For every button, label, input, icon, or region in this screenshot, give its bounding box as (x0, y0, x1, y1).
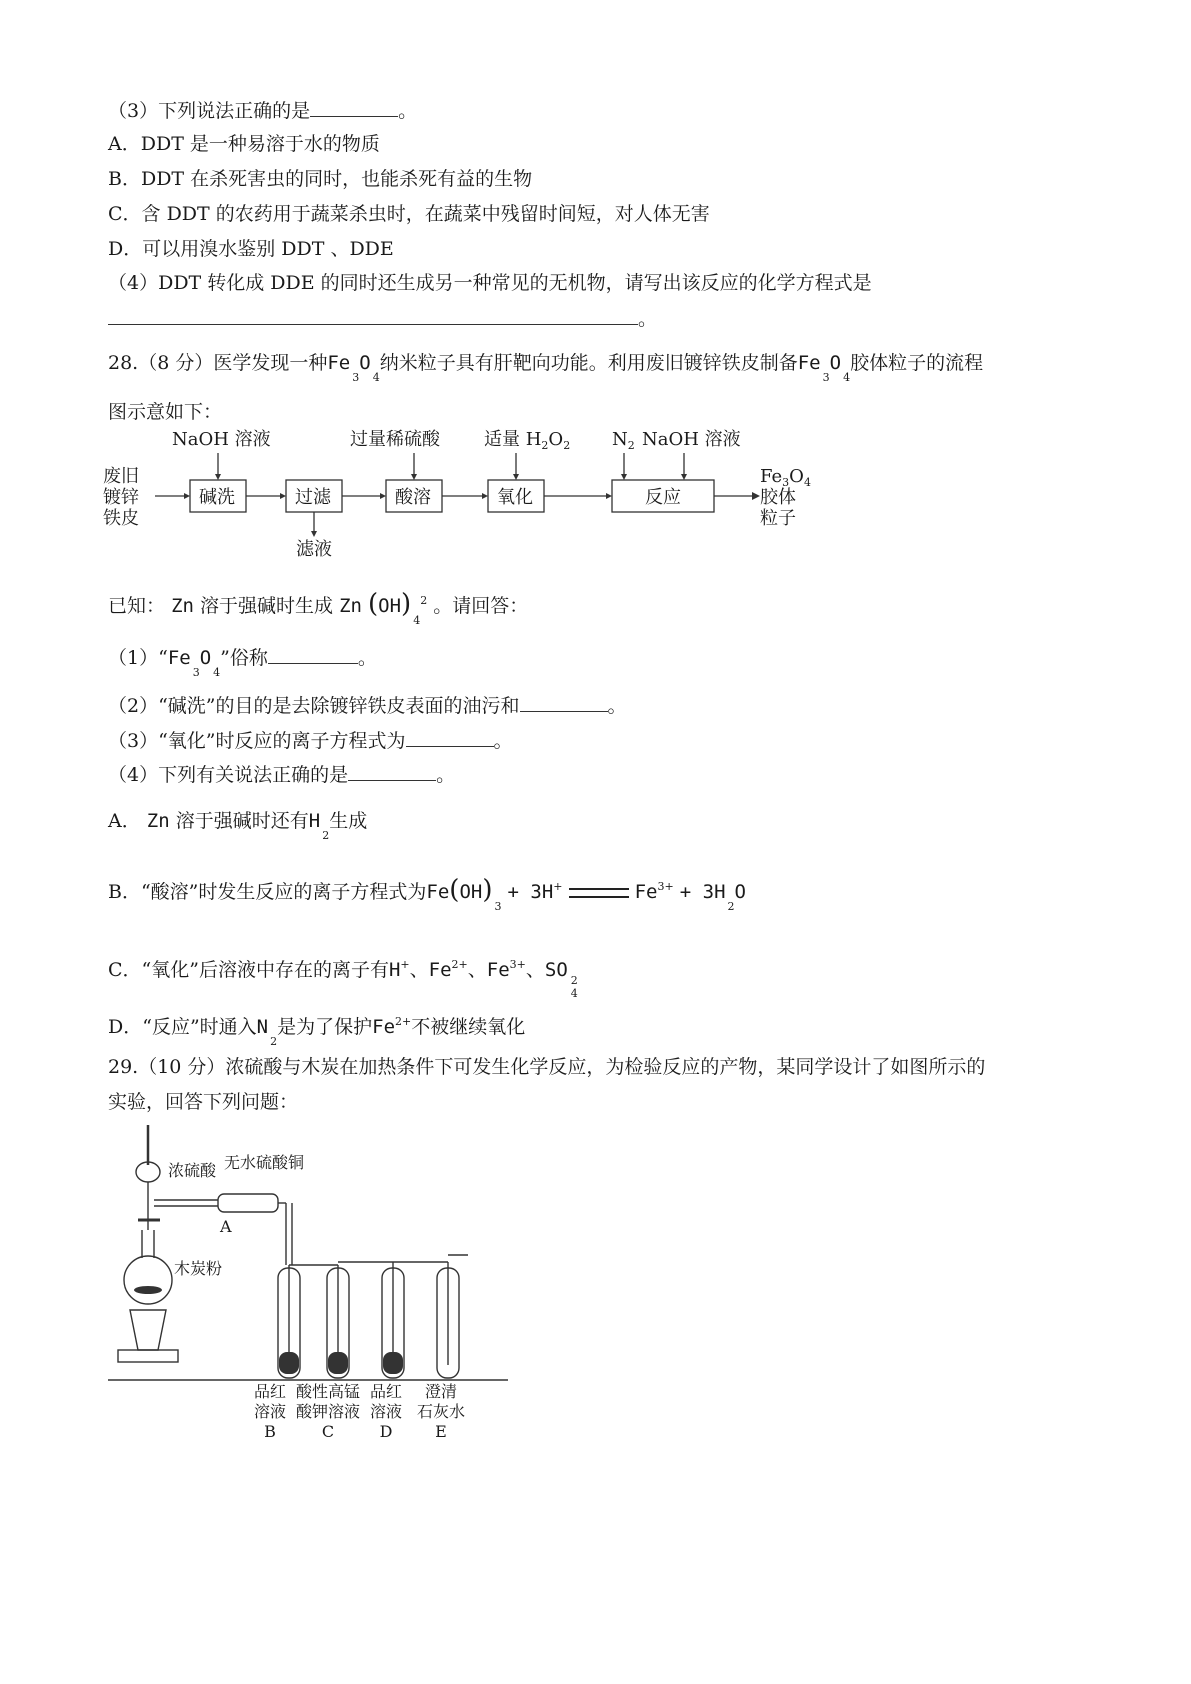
q28-option-a: A． Zn 溶于强碱时还有$H_2$生成 (108, 810, 368, 842)
q28-known: 已知： Zn 溶于强碱时生成 Zn $(OH)_4^2$ 。请回答： (108, 589, 529, 627)
label-d-group: 品红 溶液 D (369, 1382, 402, 1441)
q27-part4: （4）DDT 转化成 DDE 的同时还生成另一种常见的无机物，请写出该反应的化学方程式是 (108, 272, 872, 294)
q28-heading: 28.（8 分）医学发现一种$Fe_3O_4$纳米粒子具有肝靶向功能。利用废旧镀锌铁皮制备$Fe_3O_4$胶体粒子的流程 (108, 352, 984, 384)
answer-blank[interactable] (406, 728, 494, 747)
flow-reagent-acid: 过量稀硫酸 (350, 429, 440, 450)
flow-start-label: 铁皮 (103, 508, 139, 529)
answer-blank[interactable] (108, 306, 638, 325)
q27-part3: （3）下列说法正确的是 。 (108, 100, 418, 122)
flow-start-label: 镀锌 (103, 487, 139, 508)
experiment-apparatus-diagram (108, 1120, 558, 1410)
equals-sign (569, 888, 629, 898)
q28-option-b: B．“酸溶”时发生反应的离子方程式为$Fe(OH)_3 + 3H^+$ $Fe^{3+} + 3H_2O$ (108, 875, 746, 913)
flow-box-label: 碱洗 (199, 487, 235, 508)
q28-part1: $(1)“Fe_3O_4$”俗称 。 (108, 647, 377, 679)
label-b-group: 品红 溶液 B (253, 1382, 286, 1441)
q28-option-c: C．“氧化”后溶液中存在的离子有H+、$Fe^{2+}$、$Fe^{3+}$、SO 2 4 (108, 958, 578, 1000)
process-flow-diagram (100, 425, 820, 565)
label-conc-sulfuric-acid: 浓硫酸 (168, 1161, 217, 1180)
q28-part3: （3）“氧化”时反应的离子方程式为 。 (108, 730, 513, 752)
q27-part4-answer: 。 (108, 306, 657, 332)
label-c-group: 酸性高锰 酸钾溶液 C (295, 1382, 360, 1441)
label-charcoal: 木炭粉 (174, 1259, 223, 1278)
answer-blank[interactable] (520, 693, 608, 712)
q28-part2: （2）“碱洗”的目的是去除镀锌铁皮表面的油污和 。 (108, 695, 627, 717)
flow-end-label: $Fe_3O_4$ (760, 466, 811, 489)
answer-blank[interactable] (348, 762, 436, 781)
q28-option-d: D．“反应”时通入$N_2$是为了保护$Fe^{2+}$不被继续氧化 (108, 1015, 526, 1048)
flow-reagent-n2: $N_2$ (612, 429, 635, 452)
flow-start-label: 废旧 (103, 466, 139, 487)
flow-end-label: 胶体 (760, 487, 796, 508)
q27-option-b: B．DDT 在杀死害虫的同时，也能杀死有益的生物 (108, 168, 533, 190)
flow-reagent-h2o2: 适量 $H_2O_2$ (484, 429, 571, 452)
label-anhydrous-cuso4: 无水硫酸铜 (224, 1153, 305, 1172)
flow-box-label: 反应 (645, 487, 681, 508)
flow-filtrate-label: 滤液 (296, 539, 332, 560)
flow-box-label: 氧化 (497, 487, 533, 508)
q28-part4: （4）下列有关说法正确的是 。 (108, 764, 456, 786)
answer-blank[interactable] (268, 645, 358, 664)
answer-blank[interactable] (310, 98, 398, 117)
label-a: A (220, 1217, 232, 1236)
flow-reagent-naoh: NaOH 溶液 (172, 429, 271, 450)
q29-heading-cont: 实验，回答下列问题： (108, 1091, 299, 1113)
q29-heading: 29.（10 分）浓硫酸与木炭在加热条件下可发生化学反应，为检验反应的产物，某同学设计了如图所示的 (108, 1056, 986, 1078)
q28-heading-cont: 图示意如下： (108, 401, 223, 423)
q27-option-a: A．DDT 是一种易溶于水的物质 (108, 133, 380, 155)
flow-end-label: 粒子 (760, 508, 796, 529)
q27-option-d: D．可以用溴水鉴别 DDT 、DDE (108, 238, 394, 260)
flow-box-label: 过滤 (295, 487, 331, 508)
label-e-group: 澄清 石灰水 E (416, 1382, 465, 1441)
q27-option-c: C．含 DDT 的农药用于蔬菜杀虫时，在蔬菜中残留时间短，对人体无害 (108, 203, 710, 225)
flow-box-label: 酸溶 (395, 487, 431, 508)
flow-reagent-naoh-2: NaOH 溶液 (642, 429, 741, 450)
